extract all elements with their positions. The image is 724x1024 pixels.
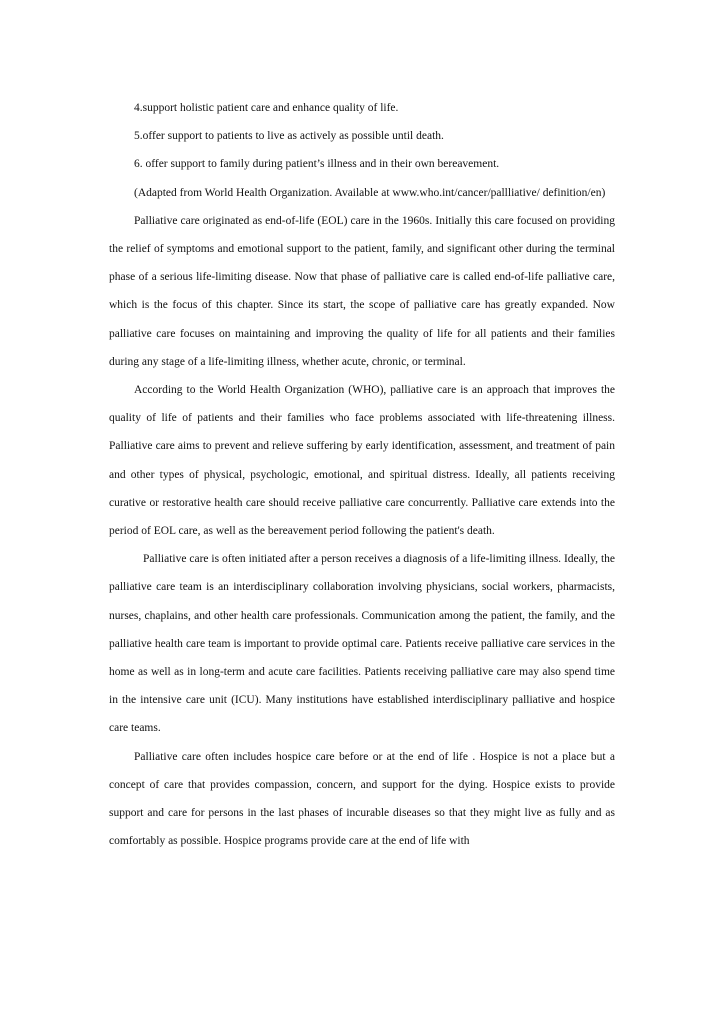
paragraph-team: Palliative care is often initiated after a person receives a diagnosis of a life-limiting illness. Ideally, the palliative care team is an interdisciplinary collaboration involving physicians, social workers, pharmacists, nurses, chaplains, and other health care professionals. Communication among the patient, the family, and the palliative health care team is important to provide optimal care. Patients receive palliative care services in the home as well as in long-term and acute care facilities. Patients receiving palliative care may also spend time in the intensive care unit (ICU). Many institutions have established interdisciplinary palliative and hospice care teams. bbox=[109, 553, 615, 735]
list-item-5: 5.offer support to patients to live as actively as possible until death. bbox=[134, 130, 444, 143]
source-note: (Adapted from World Health Organization. Available at www.who.int/cancer/pallliative/ definition/en) bbox=[134, 186, 606, 199]
list-item-4: 4.support holistic patient care and enhance quality of life. bbox=[134, 102, 399, 114]
paragraph-hospice: Palliative care often includes hospice care before or at the end of life . Hospice is not a place but a concept of care that provides compassion, concern, and support for the dying. Hospice exists to provide support and care for persons in the last phases of incurable diseases so that they might live as fully and as comfortably as possible. Hospice programs provide care at the end of life with bbox=[109, 750, 615, 848]
paragraph-who-definition: According to the World Health Organization (WHO), palliative care is an approach that improves the quality of life of patients and their families who face problems associated with life-threatening illness. Palliative care aims to prevent and relieve suffering by early identification, assessment, and treatment of pain and other types of physical, psychologic, emotional, and spiritual distress. Ideally, all patients receiving curative or restorative health care should receive palliative care concurrently. Palliative care extends into the period of EOL care, as well as the bereavement period following the patient's death. bbox=[109, 384, 615, 538]
list-item-6: 6. offer support to family during patient’s illness and in their own bereavement. bbox=[134, 158, 500, 171]
paragraph-origin: Palliative care originated as end-of-life (EOL) care in the 1960s. Initially this care focused on providing the relief of symptoms and emotional support to the patient, family, and significant other during the terminal phase of a serious life-limiting disease. Now that phase of palliative care is called end-of-life palliative care, which is the focus of this chapter. Since its start, the scope of palliative care has greatly expanded. Now palliative care focuses on maintaining and improving the quality of life for all patients and their families during any stage of a life-limiting illness, whether acute, chronic, or terminal. bbox=[109, 214, 615, 368]
document-page bbox=[109, 94, 615, 855]
